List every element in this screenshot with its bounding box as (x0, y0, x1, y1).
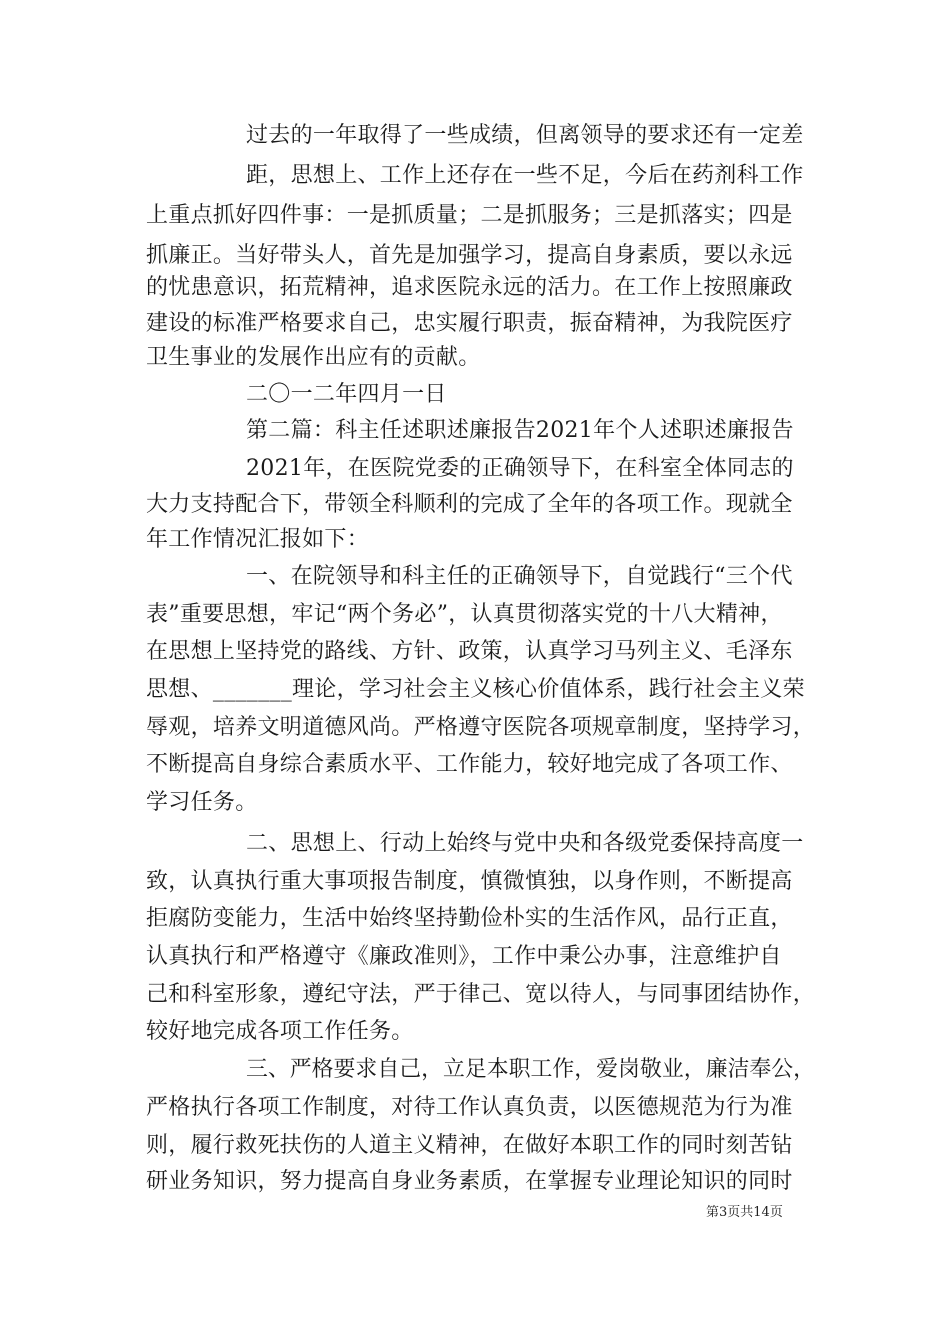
body-text-line: 思想、_______理论，学习社会主义核心价值体系，践行社会主义荣 (146, 677, 805, 702)
body-text-line: 较好地完成各项工作任务。 (146, 1019, 414, 1044)
body-text-line: 上重点抓好四件事：一是抓质量；二是抓服务；三是抓落实；四是 (146, 203, 793, 228)
body-text-line: 距，思想上、工作上还存在一些不足，今后在药剂科工作 (246, 163, 804, 188)
body-text-line: 严格执行各项工作制度，对待工作认真负责，以医德规范为行为准 (146, 1095, 793, 1120)
body-text-line: 则，履行救死扶伤的人道主义精神，在做好本职工作的同时刻苦钻 (146, 1133, 793, 1158)
body-text-line: 表”重要思想，牢记“两个务必”，认真贯彻落实党的十八大精神， (146, 602, 783, 627)
body-text-line: 己和科室形象，遵纪守法，严于律己、宽以待人，与同事团结协作， (146, 982, 816, 1007)
body-text-line: 三、严格要求自己，立足本职工作，爱岗敬业，廉洁奉公， (246, 1057, 816, 1082)
body-text-line: 拒腐防变能力，生活中始终坚持勤俭朴实的生活作风，品行正直， (146, 906, 793, 931)
body-text-line: 2021年，在医院党委的正确领导下，在科室全体同志的 (246, 456, 794, 481)
body-text-line: 卫生事业的发展作出应有的贡献。 (146, 345, 481, 370)
body-text-line: 的忧患意识，拓荒精神，追求医院永远的活力。在工作上按照廉政 (146, 275, 793, 300)
section-heading: 第二篇：科主任述职述廉报告2021年个人述职述廉报告 (246, 418, 794, 443)
page-number-footer: 第3页共14页 (706, 1205, 783, 1220)
body-text-line: 大力支持配合下，带领全科顺利的完成了全年的各项工作。现就全 (146, 492, 793, 517)
body-text-line: 不断提高自身综合素质水平、工作能力，较好地完成了各项工作、 (146, 752, 793, 777)
body-text-line: 一、在院领导和科主任的正确领导下，自觉践行“三个代 (246, 564, 793, 589)
body-text-line: 年工作情况汇报如下： (146, 527, 370, 552)
body-text-line: 过去的一年取得了一些成绩，但离领导的要求还有一定差 (246, 123, 804, 148)
date-line: 二〇一二年四月一日 (246, 382, 447, 407)
body-text-line: 建设的标准严格要求自己，忠实履行职责，振奋精神，为我院医疗 (146, 311, 793, 336)
body-text-line: 致，认真执行重大事项报告制度，慎微慎独，以身作则，不断提高 (146, 869, 793, 894)
body-text-line: 认真执行和严格遵守《廉政准则》，工作中秉公办事，注意维护自 (146, 944, 782, 969)
body-text-line: 学习任务。 (146, 790, 258, 815)
body-text-line: 抓廉正。当好带头人，首先是加强学习，提高自身素质，要以永远 (146, 243, 793, 268)
body-text-line: 在思想上坚持党的路线、方针、政策，认真学习马列主义、毛泽东 (146, 639, 793, 664)
body-text-line: 研业务知识，努力提高自身业务素质，在掌握专业理论知识的同时 (146, 1169, 793, 1194)
body-text-line: 二、思想上、行动上始终与党中央和各级党委保持高度一 (246, 831, 804, 856)
body-text-line: 辱观，培养文明道德风尚。严格遵守医院各项规章制度，坚持学习， (146, 715, 816, 740)
